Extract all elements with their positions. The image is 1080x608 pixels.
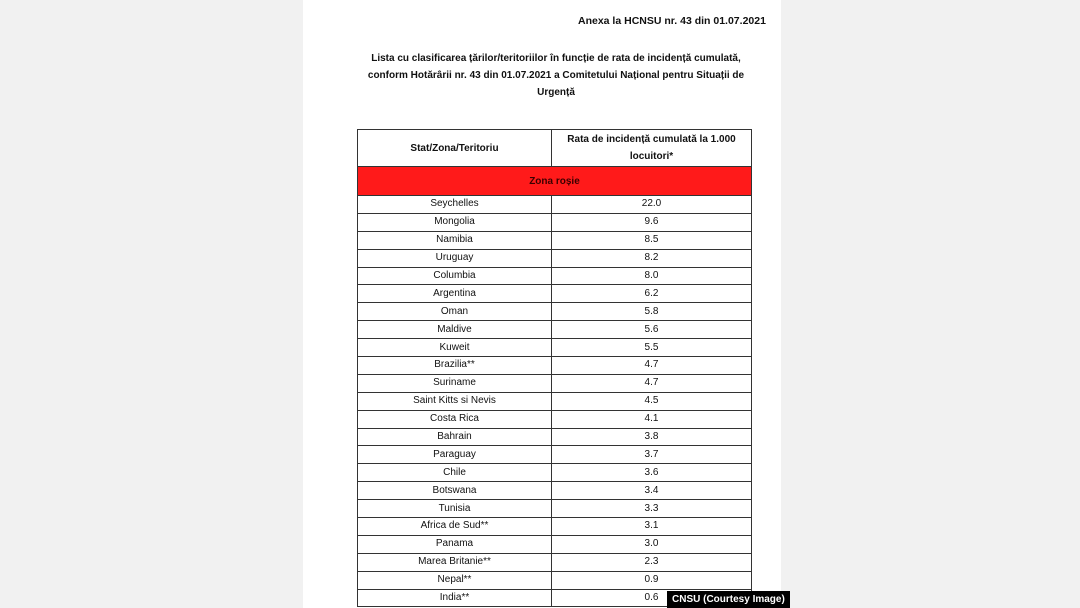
country-cell: Maldive [358,321,552,339]
rate-cell: 8.2 [552,249,752,267]
rate-cell: 8.0 [552,267,752,285]
country-cell: Namibia [358,231,552,249]
country-cell: Uruguay [358,249,552,267]
table-row [358,571,752,589]
table-row [358,482,752,500]
rate-cell: 3.4 [552,482,752,500]
rate-cell: 22.0 [552,196,752,214]
country-cell: Bahrain [358,428,552,446]
table-row [358,410,752,428]
table-row [358,213,752,231]
rate-cell: 4.1 [552,410,752,428]
rate-cell: 2.3 [552,553,752,571]
rate-cell: 0.6 [552,589,752,607]
rate-cell: 3.7 [552,446,752,464]
column-header-rate: Rata de incidență cumulată la 1.000 locuitori* [552,130,752,167]
table-row [358,231,752,249]
image-credit: CNSU (Courtesy Image) [667,591,790,608]
annex-reference: Anexa la HCNSU nr. 43 din 01.07.2021 [578,15,766,27]
table-row [358,428,752,446]
rate-cell: 4.7 [552,374,752,392]
country-cell: Argentina [358,285,552,303]
rate-cell: 9.6 [552,213,752,231]
table-row [358,303,752,321]
country-cell: Brazilia** [358,357,552,375]
country-cell: Nepal** [358,571,552,589]
rate-cell: 3.0 [552,535,752,553]
rate-cell: 4.7 [552,357,752,375]
rate-cell: 3.1 [552,518,752,536]
incidence-table [357,129,752,607]
table-row [358,464,752,482]
rate-cell: 8.5 [552,231,752,249]
rate-cell: 4.5 [552,392,752,410]
table-row [358,392,752,410]
rate-cell: 6.2 [552,285,752,303]
country-cell: Chile [358,464,552,482]
zone-label: Zona roșie [358,167,752,196]
table-row [358,535,752,553]
country-cell: Botswana [358,482,552,500]
table-row [358,285,752,303]
country-cell: Tunisia [358,500,552,518]
country-cell: Africa de Sud** [358,518,552,536]
country-cell: Marea Britanie** [358,553,552,571]
country-cell: Kuweit [358,339,552,357]
table-row [358,339,752,357]
country-cell: Saint Kitts si Nevis [358,392,552,410]
country-cell: Costa Rica [358,410,552,428]
table-row [358,374,752,392]
country-cell: Columbia [358,267,552,285]
rate-cell: 3.3 [552,500,752,518]
table-row [358,249,752,267]
country-cell: Paraguay [358,446,552,464]
country-cell: Suriname [358,374,552,392]
table-row [358,357,752,375]
table-row [358,446,752,464]
table-row [358,553,752,571]
table-row [358,518,752,536]
country-cell: Oman [358,303,552,321]
rate-cell: 5.8 [552,303,752,321]
country-cell: Seychelles [358,196,552,214]
rate-cell: 3.8 [552,428,752,446]
table-row [358,321,752,339]
rate-cell: 5.6 [552,321,752,339]
country-cell: Panama [358,535,552,553]
country-cell: Mongolia [358,213,552,231]
document-title: Lista cu clasificarea țărilor/teritoriilor în funcție de rata de incidență cumulată, conform Hotărârii nr. 43 din 01.07.2021 a Comitetului Național pentru Situații de Urgență [367,53,745,98]
table-row [358,267,752,285]
table-header-row [358,130,752,167]
rate-cell: 0.9 [552,571,752,589]
table-row [358,196,752,214]
table-row [358,500,752,518]
rate-cell: 3.6 [552,464,752,482]
zone-row [358,167,752,196]
country-cell: India** [358,589,552,607]
column-header-country: Stat/Zona/Teritoriu [358,130,552,167]
rate-cell: 5.5 [552,339,752,357]
